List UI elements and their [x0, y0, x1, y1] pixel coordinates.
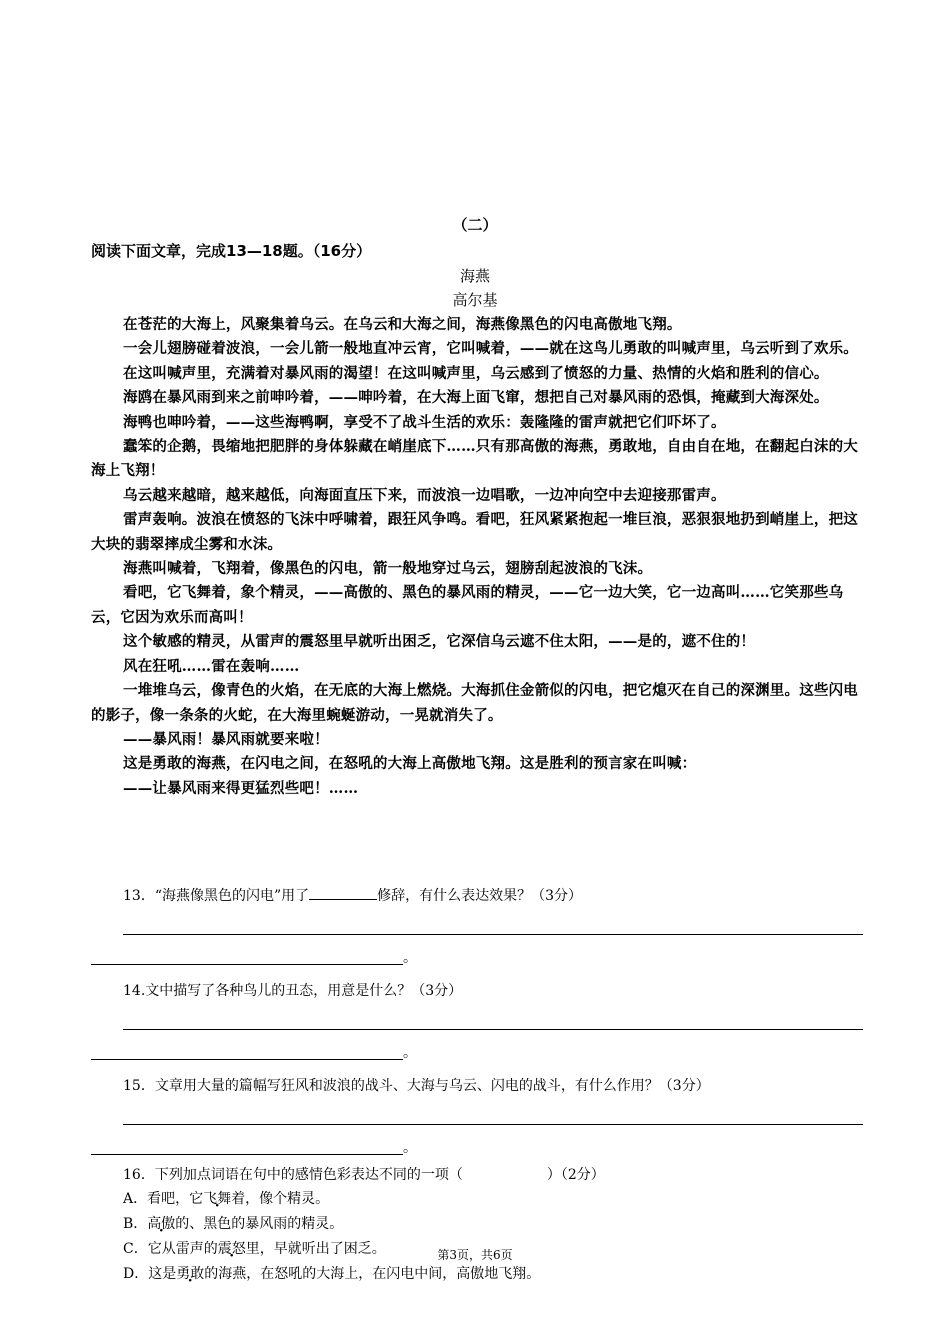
question-13 — [91, 884, 863, 908]
article-paragraph: 一会儿翅膀碰着波浪，一会儿箭一般地直冲云宵，它叫喊着，——就在这鸟儿勇敢的叫喊声里，乌云听到了欢乐。 — [123, 340, 858, 358]
option-c-prefix: C．它从雷声的 — [123, 1241, 218, 1257]
answer-line-end: 。 — [403, 1045, 417, 1061]
answer-line-short — [91, 1125, 863, 1155]
answer-line[interactable] — [91, 936, 403, 965]
option-b-suffix: 的、黑色的暴风雨的精灵。 — [175, 1216, 344, 1232]
article-paragraph: 乌云越来越暗，越来越低，向海面直压下来，而波浪一边唱歌，一边冲向空中去迎接那雷声。 — [123, 486, 726, 504]
option-b[interactable] — [91, 1212, 863, 1237]
answer-line[interactable] — [123, 1003, 863, 1030]
question-13-text-before: 13．“海燕像黑色的闪电”用了 — [123, 888, 310, 904]
article-paragraph: 一堆堆乌云，像青色的火焰，在无底的大海上燃烧。大海抓住金箭似的闪电，把它熄灭在自己的深渊里。这些闪电的影子，像一条条的火蛇，在大海里蜿蜒游动，一晃就消失了。 — [91, 682, 858, 724]
article-body — [91, 313, 863, 801]
option-a[interactable] — [91, 1187, 863, 1212]
article-paragraph: 在苍茫的大海上，风聚集着乌云。在乌云和大海之间，海燕像黑色的闪电高傲地飞翔。 — [123, 316, 682, 333]
option-d-dotted-word: 勇敢 — [176, 1266, 205, 1282]
question-14: 14.文中描写了各种鸟儿的丑态，用意是什么？（3分） — [123, 983, 463, 999]
article-paragraph: 雷声轰响。波浪在愤怒的飞沫中呼啸着，跟狂风争鸣。看吧，狂风紧紧抱起一堆巨浪，恶狠狠地扔到峭崖上，把这大块的翡翠摔成尘雾和水沫。 — [91, 511, 858, 553]
page-footer: 第3页，共6页 — [437, 1248, 513, 1262]
article-paragraph: 蠢笨的企鹅，畏缩地把肥胖的身体躲藏在峭崖底下……只有那高傲的海燕，勇敢地，自由自在地，在翻起白沫的大海上飞翔！ — [91, 438, 858, 480]
section-title: （二） — [452, 216, 498, 234]
option-c-dotted-word: 震怒 — [217, 1241, 246, 1257]
option-d[interactable] — [91, 1262, 863, 1287]
option-d-prefix: D．这是 — [123, 1266, 177, 1282]
answer-line[interactable] — [91, 1031, 403, 1060]
article-paragraph: 海鸥在暴风雨到来之前呻吟着，——呻吟着，在大海上面飞窜，想把自己对暴风雨的恐惧，掩藏到大海深处。 — [123, 389, 829, 407]
option-c-suffix: 里，早就听出了困乏。 — [245, 1241, 386, 1257]
answer-line-end: 。 — [403, 950, 417, 966]
option-d-suffix: 的海燕，在怒吼的大海上，在闪电中间，高傲地飞翔。 — [204, 1266, 541, 1282]
article-author: 高尔基 — [452, 291, 498, 309]
article-paragraph: 这个敏感的精灵，从雷声的震怒里早就听出困乏，它深信乌云遮不住太阳，——是的，遮不住的！ — [123, 633, 756, 651]
answer-line-end: 。 — [403, 1140, 417, 1156]
question-16: 16．下列加点词语在句中的感情色彩表达不同的一项（ ）（2分） — [123, 1167, 605, 1183]
article-paragraph: 风在狂吼……雷在轰响…… — [123, 657, 300, 675]
question-15: 15．文章用大量的篇幅写狂风和波浪的战斗、大海与乌云、闪电的战斗，有什么作用？（3分） — [123, 1078, 710, 1094]
article-title: 海燕 — [459, 267, 490, 285]
option-a-prefix: A．看吧，它 — [123, 1191, 204, 1207]
option-a-dotted-word: 飞舞 — [203, 1191, 232, 1207]
article-paragraph: 海燕叫喊着，飞翔着，像黑色的闪电，箭一般地穿过乌云，翅膀刮起波浪的飞沫。 — [123, 560, 653, 578]
option-a-suffix: 着，像个精灵。 — [231, 1191, 330, 1207]
questions-section — [91, 884, 863, 1287]
question-13-inline-blank[interactable] — [309, 885, 377, 900]
article-paragraph: 看吧，它飞舞着，象个精灵，——高傲的、黑色的暴风雨的精灵，——它一边大笑，它一边高叫……它笑那些乌云，它因为欢乐而高叫！ — [91, 584, 844, 626]
option-b-prefix: B． — [123, 1216, 148, 1232]
answer-line-short — [91, 935, 863, 965]
answer-line[interactable] — [123, 1098, 863, 1125]
option-b-dotted-word: 高傲 — [147, 1216, 176, 1232]
reading-instruction: 阅读下面文章，完成13—18题。（16分） — [91, 242, 372, 260]
article-paragraph: 在这叫喊声里，充满着对暴风雨的渴望！在这叫喊声里，乌云感到了愤怒的力量、热情的火焰和胜利的信心。 — [123, 364, 829, 382]
article-paragraph: ——让暴风雨来得更猛烈些吧！…… — [123, 779, 359, 797]
article-paragraph: ——暴风雨！暴风雨就要来啦！ — [123, 730, 329, 748]
answer-line-short — [91, 1030, 863, 1060]
answer-line[interactable] — [91, 1126, 403, 1155]
article-paragraph: 这是勇敢的海燕，在闪电之间，在怒吼的大海上高傲地飞翔。这是胜利的预言家在叫喊： — [123, 755, 697, 773]
answer-line[interactable] — [123, 908, 863, 935]
article-paragraph: 海鸭也呻吟着，——这些海鸭啊，享受不了战斗生活的欢乐：轰隆隆的雷声就把它们吓坏了。 — [123, 413, 726, 431]
question-13-text-after: 修辞，有什么表达效果？（3分） — [377, 888, 583, 904]
